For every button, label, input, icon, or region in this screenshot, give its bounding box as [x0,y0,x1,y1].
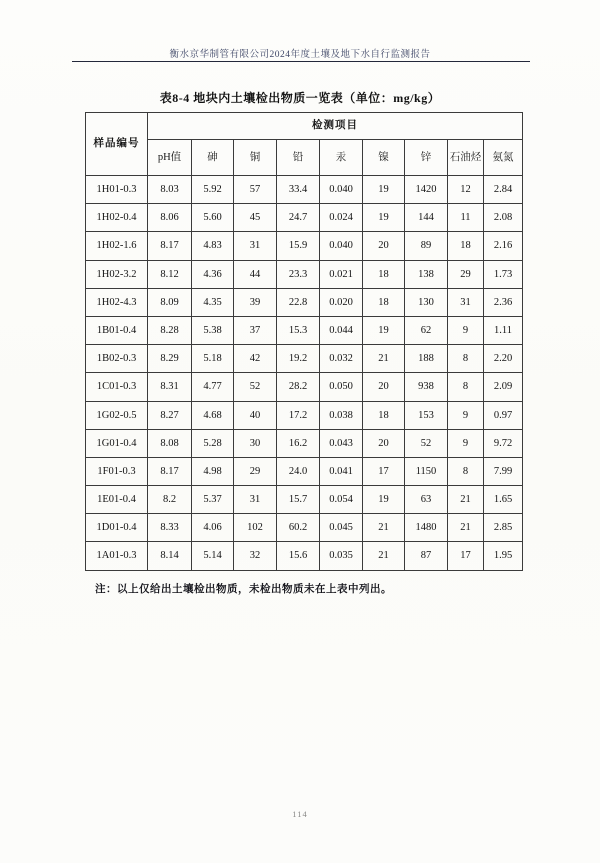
value-cell: 4.83 [192,232,234,260]
value-cell: 20 [363,429,405,457]
value-cell: 1.95 [484,542,523,570]
value-cell: 60.2 [277,514,320,542]
value-cell: 0.043 [320,429,363,457]
value-cell: 2.16 [484,232,523,260]
value-cell: 4.36 [192,260,234,288]
value-cell: 1420 [405,176,448,204]
value-cell: 0.032 [320,345,363,373]
value-cell: 20 [363,232,405,260]
value-cell: 4.06 [192,514,234,542]
sample-id-cell: 1A01-0.3 [86,542,148,570]
value-cell: 0.041 [320,457,363,485]
column-header: 锌 [405,140,448,176]
table-row [86,486,523,514]
value-cell: 9.72 [484,429,523,457]
value-cell: 7.99 [484,457,523,485]
sample-id-cell: 1B02-0.3 [86,345,148,373]
value-cell: 17 [363,457,405,485]
table-row [86,204,523,232]
value-cell: 2.85 [484,514,523,542]
value-cell: 17 [448,542,484,570]
value-cell: 11 [448,204,484,232]
value-cell: 31 [234,486,277,514]
value-cell: 29 [448,260,484,288]
column-header-row [86,140,523,176]
sample-id-cell: 1H01-0.3 [86,176,148,204]
value-cell: 8.27 [148,401,192,429]
table-row [86,345,523,373]
value-cell: 8.03 [148,176,192,204]
value-cell: 0.040 [320,232,363,260]
column-header: 镍 [363,140,405,176]
column-header: pH值 [148,140,192,176]
value-cell: 20 [363,373,405,401]
document-header: 衡水京华制管有限公司2024年度土壤及地下水自行监测报告 [169,50,431,60]
value-cell: 4.77 [192,373,234,401]
value-cell: 9 [448,401,484,429]
value-cell: 5.37 [192,486,234,514]
value-cell: 23.3 [277,260,320,288]
value-cell: 8.28 [148,316,192,344]
value-cell: 5.92 [192,176,234,204]
group-header-cell: 检测项目 [148,113,523,140]
value-cell: 19 [363,204,405,232]
table-row [86,373,523,401]
value-cell: 8.31 [148,373,192,401]
value-cell: 0.024 [320,204,363,232]
value-cell: 2.36 [484,288,523,316]
value-cell: 8.09 [148,288,192,316]
value-cell: 5.60 [192,204,234,232]
value-cell: 8 [448,373,484,401]
column-header: 铜 [234,140,277,176]
value-cell: 0.020 [320,288,363,316]
value-cell: 5.14 [192,542,234,570]
value-cell: 9 [448,316,484,344]
table-title: 表8-4 地块内土壤检出物质一览表（单位：mg/kg） [159,91,441,105]
value-cell: 31 [448,288,484,316]
value-cell: 8.17 [148,232,192,260]
value-cell: 19 [363,486,405,514]
value-cell: 5.38 [192,316,234,344]
sample-id-cell: 1C01-0.3 [86,373,148,401]
corner-header-cell: 样品编号 [86,113,148,176]
value-cell: 24.0 [277,457,320,485]
value-cell: 21 [363,345,405,373]
value-cell: 18 [363,401,405,429]
value-cell: 15.6 [277,542,320,570]
value-cell: 8.08 [148,429,192,457]
value-cell: 24.7 [277,204,320,232]
value-cell: 44 [234,260,277,288]
value-cell: 130 [405,288,448,316]
value-cell: 2.84 [484,176,523,204]
value-cell: 52 [405,429,448,457]
value-cell: 16.2 [277,429,320,457]
value-cell: 19 [363,316,405,344]
column-header: 砷 [192,140,234,176]
table-row [86,457,523,485]
sample-id-cell: 1H02-3.2 [86,260,148,288]
soil-detection-table [85,112,523,571]
value-cell: 45 [234,204,277,232]
value-cell: 18 [363,260,405,288]
value-cell: 15.7 [277,486,320,514]
value-cell: 63 [405,486,448,514]
value-cell: 1.11 [484,316,523,344]
column-header: 铅 [277,140,320,176]
column-header: 氨氮 [484,140,523,176]
value-cell: 18 [448,232,484,260]
value-cell: 8 [448,457,484,485]
value-cell: 2.09 [484,373,523,401]
sample-id-cell: 1D01-0.4 [86,514,148,542]
value-cell: 8 [448,345,484,373]
value-cell: 42 [234,345,277,373]
value-cell: 32 [234,542,277,570]
value-cell: 4.68 [192,401,234,429]
value-cell: 138 [405,260,448,288]
value-cell: 19 [363,176,405,204]
value-cell: 15.9 [277,232,320,260]
group-header-row [86,113,523,140]
value-cell: 29 [234,457,277,485]
header-divider [72,61,530,62]
table-row [86,260,523,288]
value-cell: 938 [405,373,448,401]
table-row [86,542,523,570]
page-number: 114 [292,809,308,819]
value-cell: 37 [234,316,277,344]
value-cell: 33.4 [277,176,320,204]
value-cell: 5.18 [192,345,234,373]
value-cell: 0.97 [484,401,523,429]
value-cell: 1150 [405,457,448,485]
value-cell: 4.98 [192,457,234,485]
column-header: 石油烃 [448,140,484,176]
value-cell: 1.73 [484,260,523,288]
value-cell: 15.3 [277,316,320,344]
table-row [86,316,523,344]
sample-id-cell: 1F01-0.3 [86,457,148,485]
table-row [86,288,523,316]
value-cell: 8.12 [148,260,192,288]
value-cell: 8.29 [148,345,192,373]
value-cell: 188 [405,345,448,373]
value-cell: 12 [448,176,484,204]
table-row [86,514,523,542]
column-header: 汞 [320,140,363,176]
value-cell: 0.035 [320,542,363,570]
value-cell: 62 [405,316,448,344]
table-row [86,401,523,429]
value-cell: 89 [405,232,448,260]
value-cell: 102 [234,514,277,542]
value-cell: 2.08 [484,204,523,232]
value-cell: 0.021 [320,260,363,288]
value-cell: 39 [234,288,277,316]
value-cell: 1480 [405,514,448,542]
table-row [86,429,523,457]
sample-id-cell: 1B01-0.4 [86,316,148,344]
value-cell: 30 [234,429,277,457]
value-cell: 8.14 [148,542,192,570]
value-cell: 21 [363,542,405,570]
sample-id-cell: 1H02-4.3 [86,288,148,316]
value-cell: 1.65 [484,486,523,514]
value-cell: 21 [448,486,484,514]
value-cell: 0.040 [320,176,363,204]
sample-id-cell: 1G02-0.5 [86,401,148,429]
value-cell: 22.8 [277,288,320,316]
table-body [86,176,523,571]
value-cell: 153 [405,401,448,429]
value-cell: 28.2 [277,373,320,401]
value-cell: 57 [234,176,277,204]
value-cell: 0.044 [320,316,363,344]
value-cell: 0.050 [320,373,363,401]
value-cell: 9 [448,429,484,457]
value-cell: 17.2 [277,401,320,429]
value-cell: 0.054 [320,486,363,514]
value-cell: 144 [405,204,448,232]
value-cell: 5.28 [192,429,234,457]
table-footnote: 注：以上仅给出土壤检出物质，未检出物质未在上表中列出。 [95,584,392,595]
value-cell: 2.20 [484,345,523,373]
value-cell: 19.2 [277,345,320,373]
value-cell: 8.06 [148,204,192,232]
sample-id-cell: 1H02-1.6 [86,232,148,260]
value-cell: 21 [448,514,484,542]
table-row [86,232,523,260]
value-cell: 31 [234,232,277,260]
value-cell: 87 [405,542,448,570]
value-cell: 21 [363,514,405,542]
value-cell: 0.038 [320,401,363,429]
value-cell: 4.35 [192,288,234,316]
value-cell: 8.2 [148,486,192,514]
sample-id-cell: 1G01-0.4 [86,429,148,457]
sample-id-cell: 1H02-0.4 [86,204,148,232]
value-cell: 18 [363,288,405,316]
value-cell: 40 [234,401,277,429]
value-cell: 8.33 [148,514,192,542]
value-cell: 0.045 [320,514,363,542]
value-cell: 52 [234,373,277,401]
sample-id-cell: 1E01-0.4 [86,486,148,514]
value-cell: 8.17 [148,457,192,485]
table-row [86,176,523,204]
